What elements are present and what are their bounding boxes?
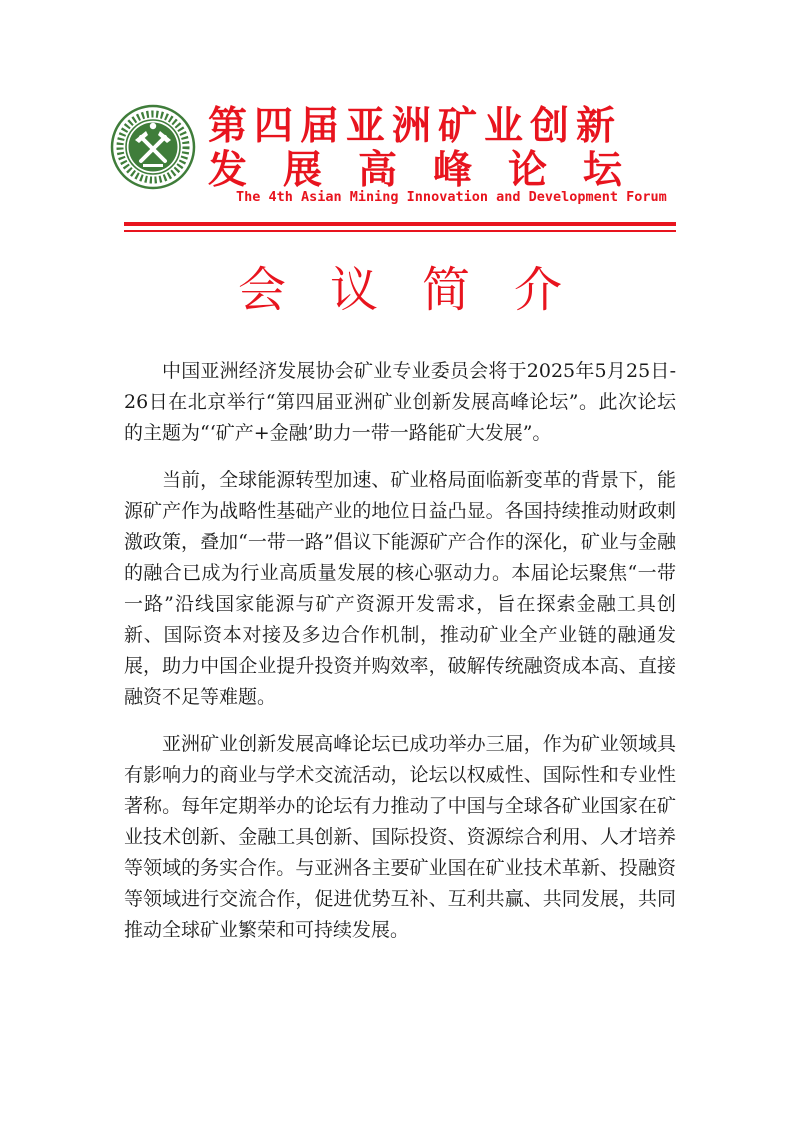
forum-title-english: The 4th Asian Mining Innovation and Development Forum	[236, 189, 667, 205]
emblem-graphic	[110, 104, 196, 190]
document-title: 会议简介	[237, 262, 606, 318]
forum-title-line-2: 发展高峰论坛	[208, 147, 659, 193]
paragraph-history: 亚洲矿业创新发展高峰论坛已成功举办三届，作为矿业领域具有影响力的商业与学术交流活动，论坛以权威性、国际性和专业性著称。每年定期举办的论坛有力推动了中国与全球各矿业国家在矿业技术创新、金融工具创新、国际投资、资源综合利用、人才培养等领域的务实合作。与亚洲各主要矿业国在矿业技术革新、投融资等领域进行交流合作，促进优势互补、互利共赢、共同发展，共同推动全球矿业繁荣和可持续发展。	[124, 733, 676, 941]
forum-title-line-1: 第四届亚洲矿业创新	[208, 103, 623, 149]
mining-association-emblem-icon	[110, 104, 196, 190]
letterhead	[0, 0, 800, 240]
paragraph-intro: 中国亚洲经济发展协会矿业专业委员会将于2025年5月25日-26日在北京举行“第四届亚洲矿业创新发展高峰论坛”。此次论坛的主题为“‘矿产+金融’助力一带一路能矿大发展”。	[124, 360, 676, 444]
document-body	[124, 356, 676, 962]
paragraph-background: 当前，全球能源转型加速、矿业格局面临新变革的背景下，能源矿产作为战略性基础产业的地位日益凸显。各国持续推动财政刺激政策，叠加“一带一路”倡议下能源矿产合作的深化，矿业与金融的融合已成为行业高质量发展的核心驱动力。本届论坛聚焦“一带一路”沿线国家能源与矿产资源开发需求，旨在探索金融工具创新、国际资本对接及多边合作机制，推动矿业全产业链的融通发展，助力中国企业提升投资并购效率，破解传统融资成本高、直接融资不足等难题。	[124, 469, 676, 708]
header-rule-thick	[124, 222, 676, 226]
header-rule-thin	[124, 230, 676, 232]
